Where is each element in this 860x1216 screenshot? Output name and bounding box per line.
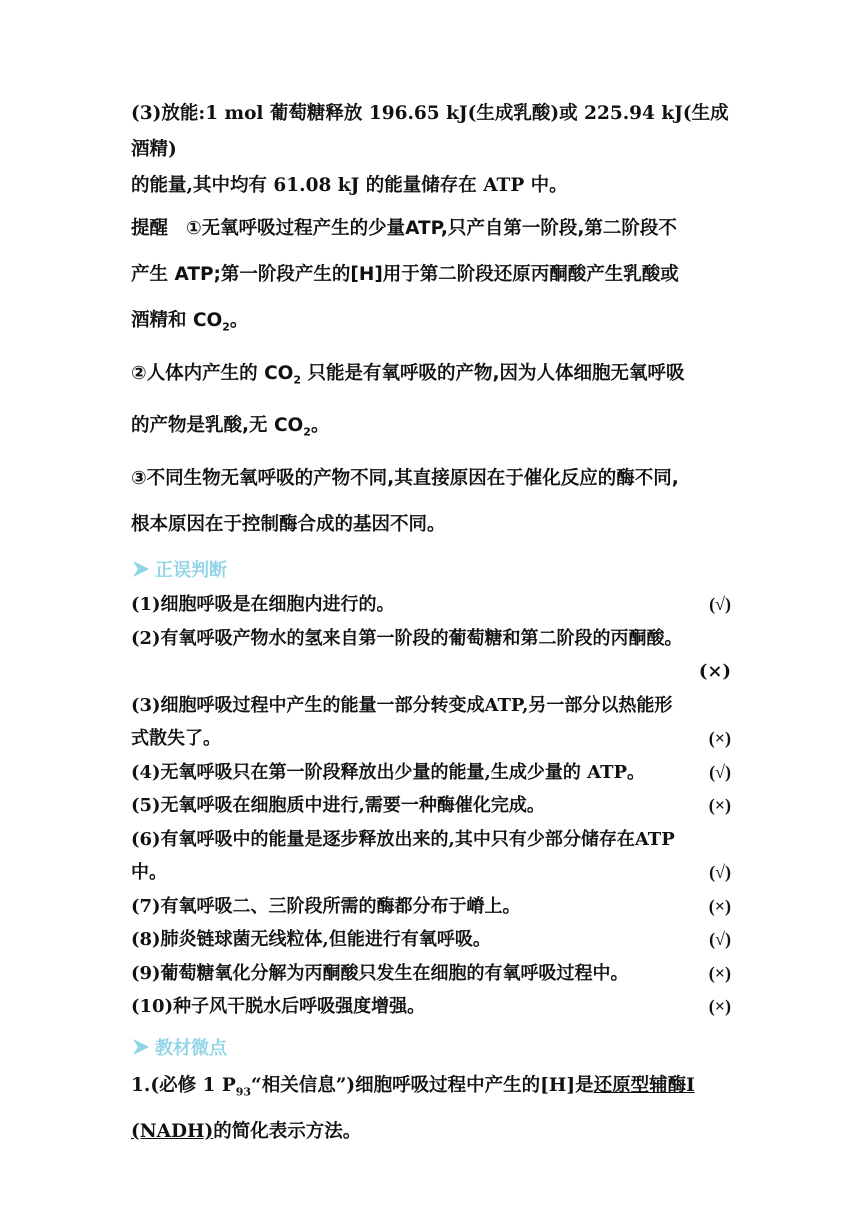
- reminder-label: 提醒: [131, 218, 169, 239]
- reminder-line5-sub: 2: [303, 426, 311, 440]
- section-title-judgement: 正误判断: [155, 560, 227, 582]
- section-title-textbook: 教材微点: [155, 1037, 227, 1059]
- micro-text-a: 1.(必修 1 P: [131, 1074, 236, 1096]
- judgement-mark: (×): [708, 962, 731, 983]
- reminder-line4-text: ②人体内产生的 CO: [131, 362, 294, 384]
- document-page: [131, 96, 731, 1152]
- micro-text-c: 的简化表示方法。: [213, 1121, 362, 1143]
- judgement-text: (6)有氧呼吸中的能量是逐步释放出来的,其中只有少部分储存在ATP: [131, 828, 675, 850]
- judgement-mark: (√): [709, 761, 731, 782]
- judgement-item-10: [131, 990, 731, 1024]
- judgement-text-cont: 式散失了。: [131, 728, 221, 750]
- micro-answer-underlined-2: (NADH): [131, 1121, 214, 1143]
- judgement-item-8: [131, 923, 731, 957]
- judgement-text-cont: 中。: [131, 862, 167, 884]
- reminder-line1: [131, 206, 731, 252]
- para3-line2: 的能量,其中均有 61.08 kJ 的能量储存在 ATP 中。: [131, 175, 568, 196]
- judgement-item-4: [131, 756, 731, 790]
- judgement-item-3: [131, 689, 731, 723]
- reminder-line2: 产生 ATP;第一阶段产生的[H]用于第二阶段还原丙酮酸产生乳酸或: [131, 264, 679, 285]
- judgement-item-7: [131, 890, 731, 924]
- section-header-textbook: [131, 1030, 731, 1064]
- judgement-text: (10)种子风干脱水后呼吸强度增强。: [131, 996, 426, 1018]
- judgement-text: (4)无氧呼吸只在第一阶段释放出少量的能量,生成少量的 ATP。: [131, 761, 645, 783]
- micro-page-sub: 93: [235, 1085, 252, 1099]
- reminder-line3: [131, 298, 731, 351]
- judgement-mark: (√): [709, 594, 731, 615]
- reminder-line3-end: 。: [229, 310, 249, 331]
- judgement-item-1: [131, 588, 731, 622]
- judgement-text: (2)有氧呼吸产物水的氢来自第一阶段的葡萄糖和第二阶段的丙酮酸。: [131, 627, 683, 649]
- judgement-text: (5)无氧呼吸在细胞质中进行,需要一种酶催化完成。: [131, 795, 545, 817]
- judgement-mark: (×): [708, 895, 731, 916]
- judgement-mark: (√): [709, 862, 731, 883]
- reminder-line5-end: 。: [310, 415, 330, 437]
- judgement-text: (9)葡萄糖氧化分解为丙酮酸只发生在细胞的有氧呼吸过程中。: [131, 962, 629, 984]
- judgement-text: (7)有氧呼吸二、三阶段所需的酶都分布于嵴上。: [131, 895, 521, 917]
- reminder-line6: ③不同生物无氧呼吸的产物不同,其直接原因在于催化反应的酶不同,: [131, 468, 679, 490]
- judgement-item-6: [131, 823, 731, 857]
- judgement-item-6-cont: [131, 856, 731, 890]
- arrow-right-icon: [131, 1037, 151, 1057]
- reminder-line7: 根本原因在于控制酶合成的基因不同。: [131, 514, 446, 536]
- judgement-mark: (×): [708, 795, 731, 816]
- judgement-text: (8)肺炎链球菌无线粒体,但能进行有氧呼吸。: [131, 929, 491, 951]
- reminder-line5: [131, 403, 731, 456]
- judgement-mark-2: (×): [698, 661, 731, 683]
- judgement-text: (1)细胞呼吸是在细胞内进行的。: [131, 594, 395, 616]
- micro-point-line2: [131, 1112, 731, 1152]
- judgement-text: (3)细胞呼吸过程中产生的能量一部分转变成ATP,另一部分以热能形: [131, 694, 673, 716]
- reminder-line4-sub: 2: [293, 373, 302, 387]
- reminder-text-1: ①无氧呼吸过程产生的少量ATP,只产自第一阶段,第二阶段不: [186, 218, 677, 239]
- reminder-line4: [131, 351, 731, 404]
- arrow-right-icon: [131, 559, 151, 579]
- reminder-line3-text: 酒精和 CO: [131, 310, 223, 331]
- judgement-item-9: [131, 957, 731, 991]
- para3-line1: (3)放能:1 mol 葡萄糖释放 196.65 kJ(生成乳酸)或 225.94 kJ(生成酒精): [131, 103, 729, 160]
- judgement-list: [131, 588, 731, 1024]
- section-header-judgement: [131, 552, 731, 586]
- reminder-line4-end: 只能是有氧呼吸的产物,因为人体细胞无氧呼吸: [301, 362, 685, 384]
- judgement-mark: (×): [708, 996, 731, 1017]
- micro-text-b: “相关信息”)细胞呼吸过程中产生的[H]是: [251, 1074, 594, 1096]
- micro-point-line1: [131, 1066, 731, 1113]
- judgement-item-5: [131, 789, 731, 823]
- judgement-mark: (×): [708, 728, 731, 749]
- judgement-mark: (√): [709, 929, 731, 950]
- judgement-item-3-cont: [131, 722, 731, 756]
- reminder-line3-sub: 2: [222, 320, 230, 334]
- micro-answer-underlined: 还原型辅酶Ⅰ: [593, 1074, 695, 1096]
- reminder-line5-text: 的产物是乳酸,无 CO: [131, 415, 304, 437]
- judgement-item-2: [131, 622, 731, 656]
